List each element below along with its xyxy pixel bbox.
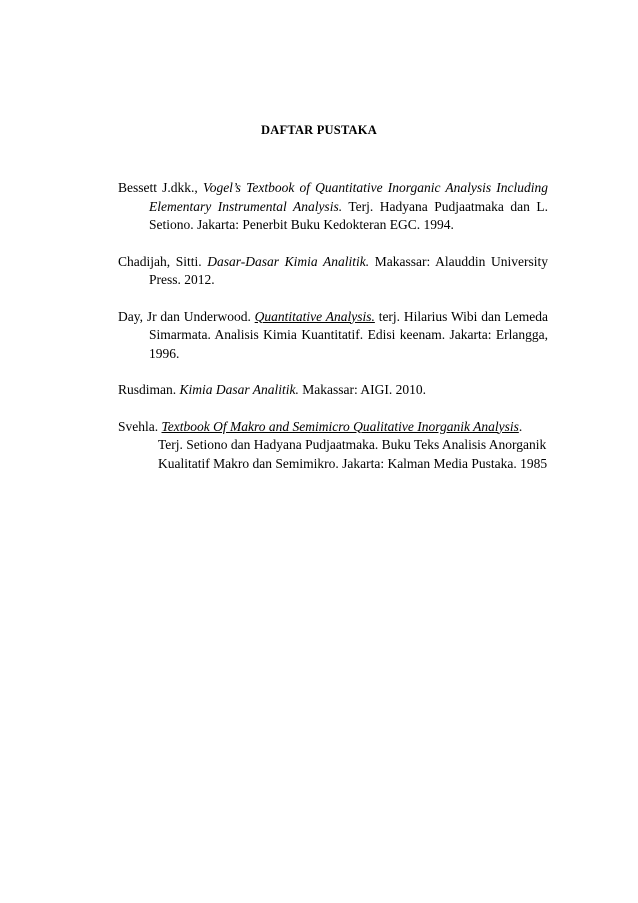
reference-title: Dasar-Dasar Kimia Analitik.: [207, 253, 370, 269]
reference-entry: [118, 418, 548, 474]
reference-entry: [118, 253, 548, 290]
reference-details: . Terj. Setiono dan Hadyana Pudjaatmaka. Buku Teks Analisis Anorganik Kualitatif Makro dan Semimikro. Jakarta: Kalman Media Pustaka. 1985: [158, 418, 548, 471]
reference-authors: Svehla.: [118, 418, 159, 434]
reference-entry: [118, 308, 548, 364]
reference-title: Quantitative Analysis.: [254, 308, 375, 324]
reference-list: [118, 179, 548, 491]
reference-details: Makassar: Alauddin University Press. 2012.: [149, 253, 548, 287]
reference-details: terj. Hilarius Wibi dan Lemeda Simarmata. Analisis Kimia Kuantitatif. Edisi keenam. Jakarta: Erlangga, 1996.: [149, 308, 549, 361]
page-title: DAFTAR PUSTAKA: [261, 123, 377, 137]
reference-title: Kimia Dasar Analitik.: [179, 382, 299, 397]
reference-authors: Bessett J.dkk.,: [118, 180, 198, 195]
reference-title: Textbook Of Makro and Semimicro Qualitative Inorganik Analysis: [161, 418, 519, 434]
reference-entry: [118, 179, 548, 235]
reference-details: Terj. Hadyana Pudjaatmaka dan L. Setiono. Jakarta: Penerbit Buku Kedokteran EGC. 1994.: [149, 198, 548, 232]
reference-authors: Chadijah, Sitti.: [118, 253, 202, 269]
reference-entry: [118, 381, 548, 400]
reference-details: Makassar: AIGI. 2010.: [302, 382, 427, 397]
reference-authors: Day, Jr dan Underwood.: [118, 308, 251, 324]
reference-title: Vogel’s Textbook of Quantitative Inorganic Analysis Including Elementary Instrumental Analysis.: [149, 180, 549, 214]
reference-authors: Rusdiman.: [118, 382, 177, 397]
